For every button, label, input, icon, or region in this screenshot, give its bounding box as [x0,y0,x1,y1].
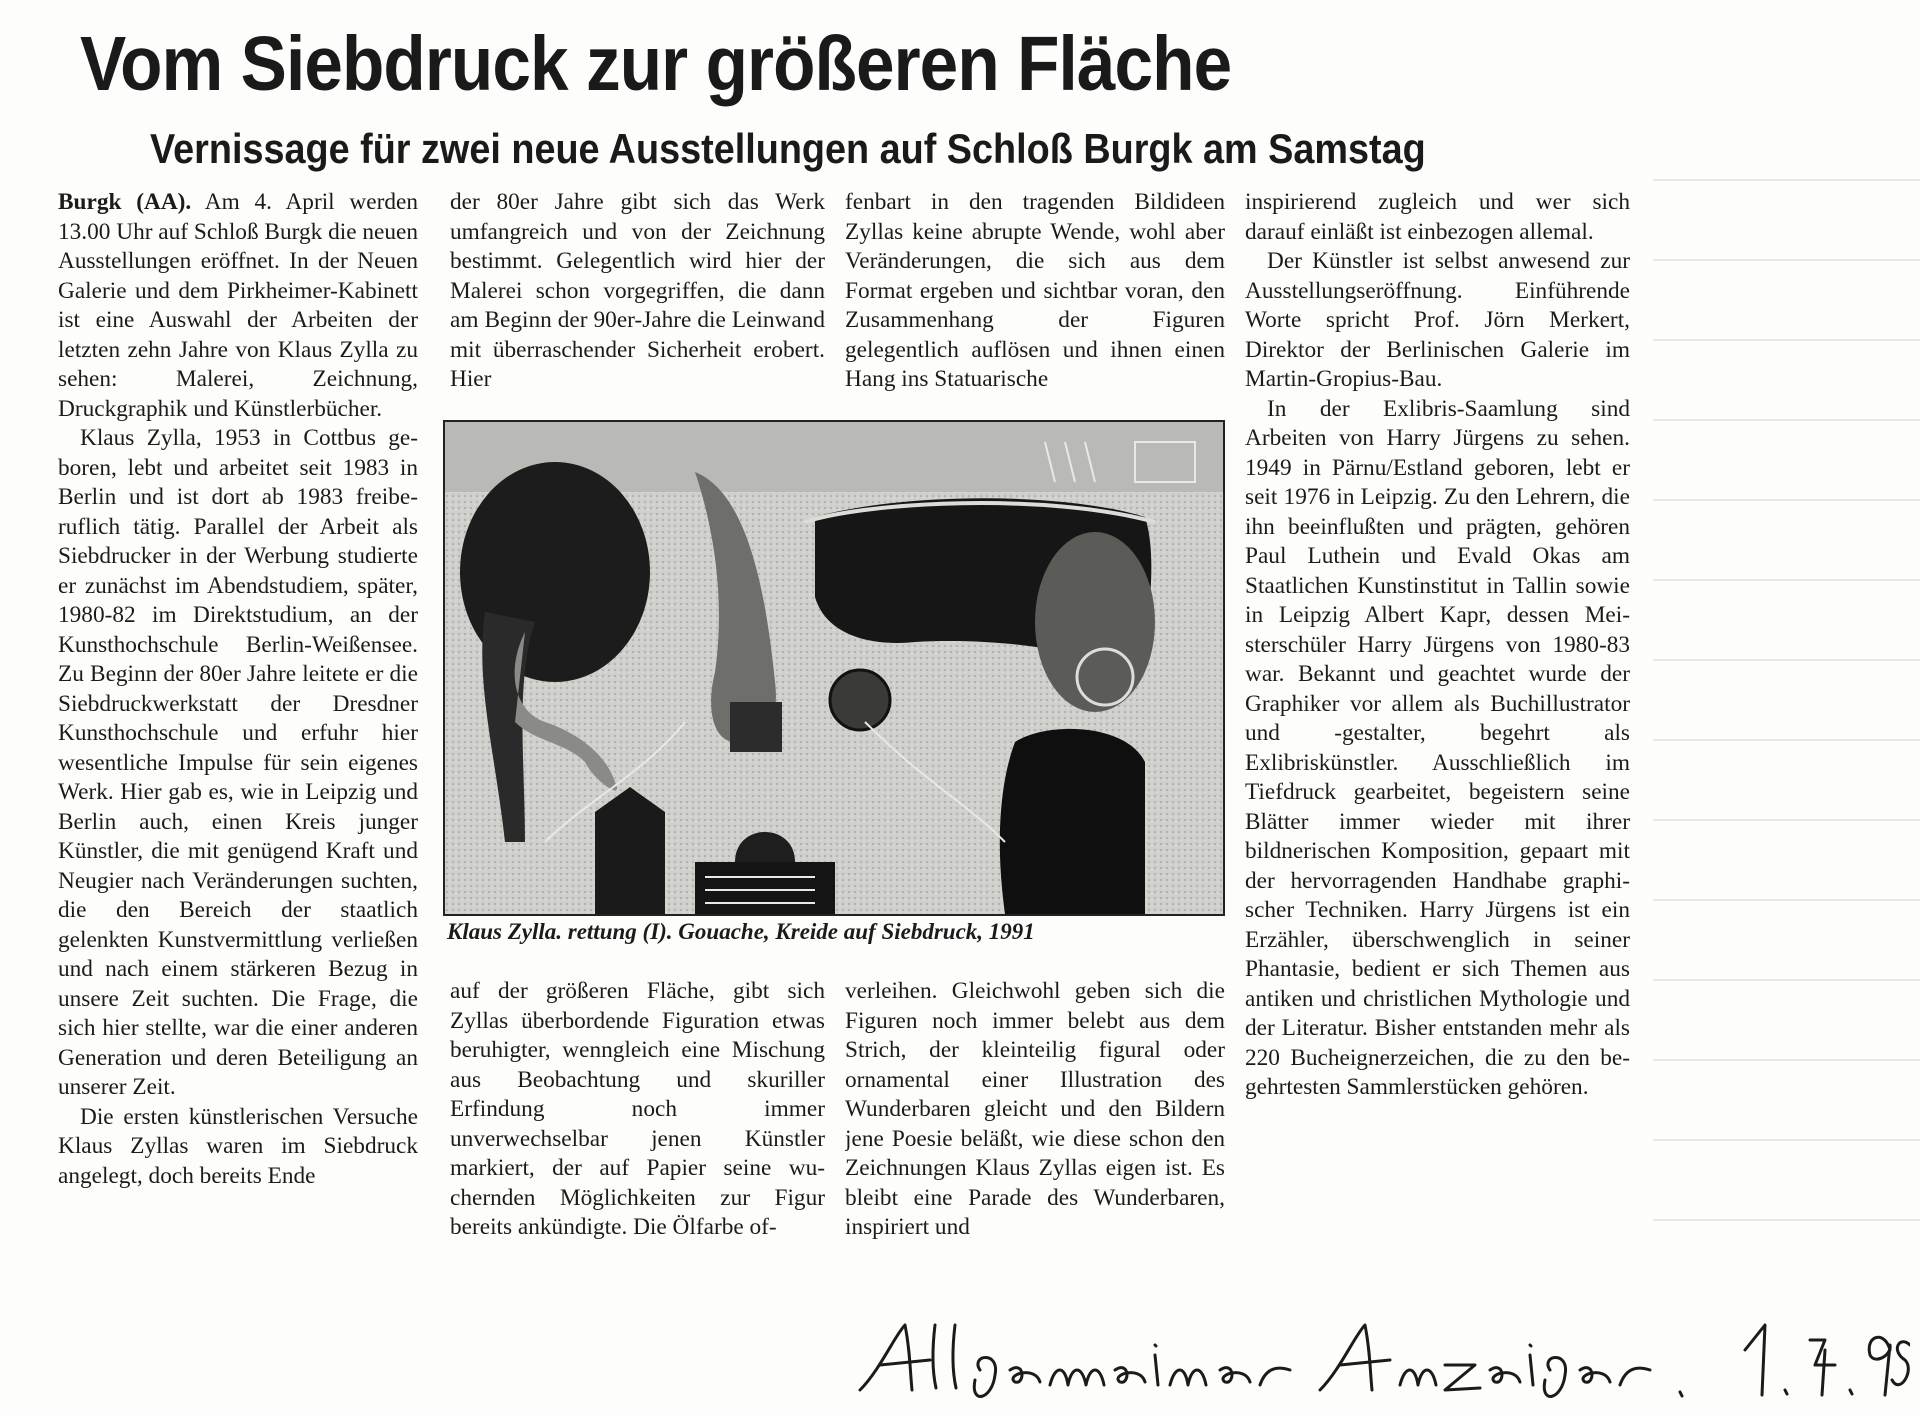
paragraph-col3-bottom: verleihen. Gleichwohl geben sich die Figuren noch immer belebt aus dem Strich, der kleinteilig figural oder ornamental einer Illustration des Wunderbaren gleicht und den Bildern jene Poesie beläßt, wie diese schon den Zeichnungen Klaus Zyllas eigen ist. Es bleibt eine Parade des Wunderbaren, inspiriert und [845,978,1225,1239]
paragraph-2: Klaus Zylla, 1953 in Cottbus geboren, lebt und arbeitet seit 1983 in Berlin und ist dort ab 1983 freiberuflich tätig. Parallel der Arbeit als Siebdrucker in der Werbung studierte er zunächst im Abendstudiem, später, 1980-82 im Direktstudium, an der Kunsthochschule Berlin-Weißensee. Zu Beginn der 80er Jahre leitete er die Siebdruckwerkstatt der Dresdner Kunsthochschule und erfuhr hier wesentliche Impulse für sein eigenes Werk. Hier gab es, wie in Leipzig und Berlin auch, einen Kreis junger Künstler, die mit genügend Kraft und Neugier nach Veränderungen suchten, die den Bereich der staatlich gelenkten Kunstvermittlung verließen und nach einem stärkeren Bezug in unsere Zeit suchten. Die Frage, die sich hier stellte, war die einer anderen Generation und deren Beteiligung an unserer Zeit. [58,425,418,1100]
photo-caption: Klaus Zylla. rettung (I). Gouache, Kreide auf Siebdruck, 1991 [447,919,1035,944]
artwork-illustration [445,422,1223,914]
column-3-bottom [845,977,1225,1239]
paragraph-3: Die ersten künstlerischen Versuche Klaus Zyllas waren im Siebdruck angelegt, doch bereits Ende [58,1103,418,1189]
notebook-rule-lines [1653,0,1920,1413]
dateline: Burgk (AA). [58,189,192,215]
paragraph-1 [58,188,418,424]
column-4 [1245,188,1630,1238]
paragraph-col2-top: der 80er Jahre gibt sich das Werk umfangreich und von der Zeichnung bestimmt. Gelegentlich wird hier der Malerei schon vorgegriffen, die dann am Beginn der 90er-Jahre die Leinwand mit überraschender Sicherheit erobert. Hier [450,189,825,392]
artwork-photo [443,420,1225,916]
column-2-top [450,188,825,400]
paragraph-1-text: Am 4. April werden 13.00 Uhr auf Schloß Burgk die neuen Ausstellungen eröffnet. In der Neuen Galerie und dem Pirkheimer-Kabinett ist eine Auswahl der Arbeiten der letzten zehn Jahre von Klaus Zylla zu sehen: Malerei, Zeichnung, Druckgraphik und Künstlerbücher. [58,189,418,422]
column-2-bottom [450,977,825,1239]
paragraph-col3-top: fenbart in den tragenden Bildideen Zyllas keine abrupte Wende, wohl aber Veränderungen, die sich aus dem Format ergeben und sichtbar voran, den Zusammenhang der Figuren gelegentlich auflösen und ihnen einen Hang ins Statuarische [845,189,1225,392]
column-1 [58,188,418,1236]
paragraph-col4-2: Der Künstler ist selbst anwesend zur Ausstellungseröffnung. Einführende Worte spricht Prof. Jörn Merkert, Direktor der Berlinischen Galerie im Martin-Gropius-Bau. [1245,248,1630,392]
headline: Vom Siebdruck zur größeren Fläche [80,21,1232,107]
paragraph-col2-bottom: auf der größeren Fläche, gibt sich Zyllas überbordende Figuration etwas beruhigter, wenngleich eine Mischung aus Beobachtung und skuriller Erfindung noch immer unverwechselbar jenen Künstler markiert, der auf Papier seine wuchernden Möglichkeiten zur Figur bereits ankündigte. Die Ölfarbe of- [450,978,825,1239]
column-3-top [845,188,1225,400]
paragraph-col4-1: inspirierend zugleich und wer sich darauf einläßt ist einbezogen allemal. [1245,189,1630,245]
paragraph-col4-3: In der Exlibris-Saamlung sind Arbeiten von Harry Jürgens zu sehen. 1949 in Pärnu/Estland geboren, lebt er seit 1976 in Leipzig. Zu den Lehrern, die ihn beeinflußten und prägten, gehören Paul Luthein und Evald Okas am Staatlichen Kunstinstitut in Tallin sowie in Leipzig Albert Kapr, dessen Meisterschüler Harry Jürgens von 1980-83 war. Bekannt und geachtet wurde der Graphiker vor allem als Buchillustrator und -gestalter, begehrt als Exlibriskünstler. Ausschließlich im Tiefdruck gearbeitet, begeistern seine Blätter immer wieder mit ihrer bildnerischen Komposition, gepaart mit der hervorragenden Handhabe graphischer Techniken. Harry Jürgens ist ein Erzähler, überschwenglich in seiner Phantasie, bedient er sich Themen aus antiken und christlichen Mythologie und der Literatur. Bisher entstanden mehr als 220 Bucheignerzeichen, die zu den begehrtesten Sammlerstücken gehören. [1245,395,1630,1100]
subheadline: Vernissage für zwei neue Ausstellungen auf Schloß Burgk am Samstag [150,125,1426,172]
